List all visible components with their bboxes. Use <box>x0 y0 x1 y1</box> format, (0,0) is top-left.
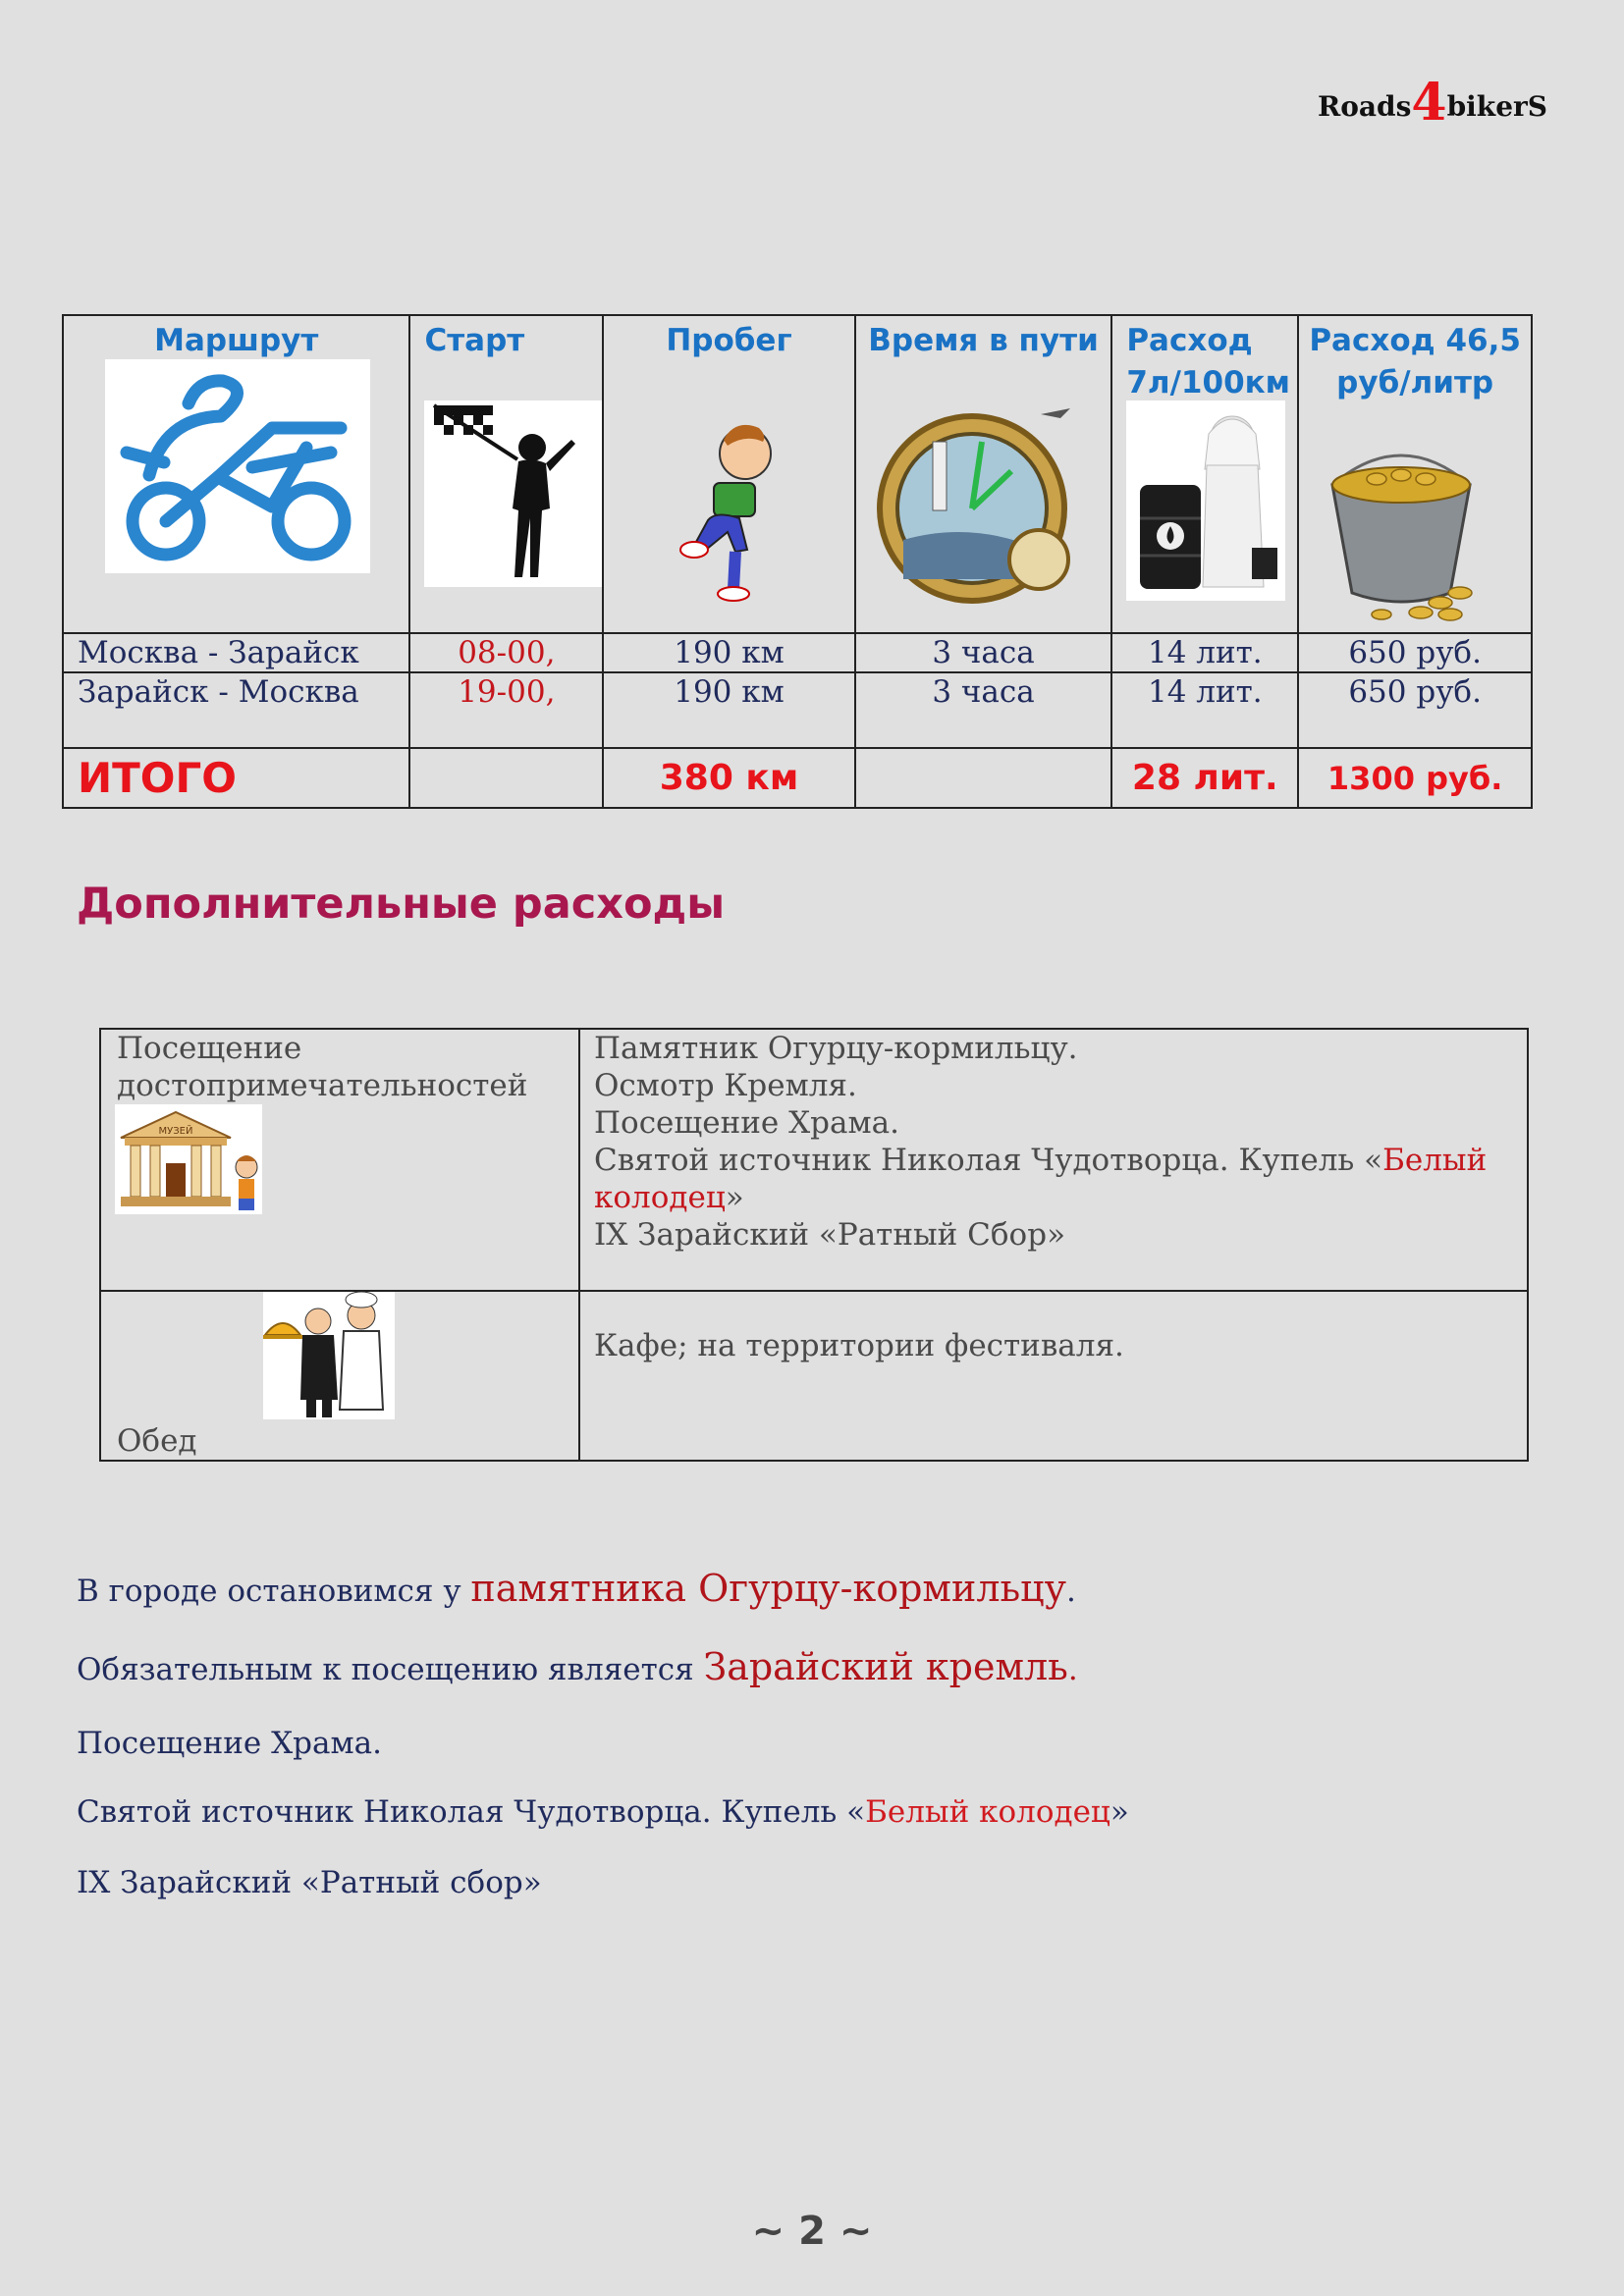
total-distance: 380 км <box>603 748 855 808</box>
total-label: ИТОГО <box>63 748 409 808</box>
running-boy-icon <box>677 412 783 605</box>
bucket-of-gold-icon <box>1323 446 1480 624</box>
header-cost: Расход 46,5 руб/литр <box>1298 315 1532 633</box>
extra-costs-table <box>99 1028 1529 1462</box>
costs-row-sights: Посещение достопримечательностей МУЗЕЙ Памятник Огурцу-кормильцу. Осмотр Кремля. Посещение Храма. Святой источник Николая Чудотворца. Купель «Белый колодец» IX Зарайский «Ратный Сбор» <box>100 1029 1528 1291</box>
museum-icon <box>115 1104 262 1214</box>
oil-barrel-man-icon <box>1126 400 1285 601</box>
paragraph-monument: В городе остановимся у памятника Огурцу-кормильцу. <box>77 1567 1076 1610</box>
brand-logo: Roads4bikerS <box>1317 73 1547 133</box>
route-row: Москва - Зарайск 08-00, 190 км 3 часа 14 лит. 650 руб. <box>63 633 1532 672</box>
route-row: Зарайск - Москва 19-00, 190 км 3 часа 14 лит. 650 руб. <box>63 672 1532 748</box>
route-table <box>62 314 1533 809</box>
total-cost: 1300 руб. <box>1298 748 1532 808</box>
paragraph-kremlin: Обязательным к посещению является Зарайский кремль. <box>77 1645 1078 1688</box>
route-table-header-row <box>63 315 1532 633</box>
header-travel-time: Время в пути <box>855 315 1112 633</box>
total-fuel: 28 лит. <box>1111 748 1298 808</box>
start-flag-girl-icon <box>424 400 602 587</box>
paragraph-spring: Святой источник Николая Чудотворца. Купель «Белый колодец» <box>77 1794 1129 1830</box>
header-route: Маршрут <box>63 315 409 633</box>
paragraph-temple: Посещение Храма. <box>77 1726 382 1761</box>
section-title: Дополнительные расходы <box>77 880 726 929</box>
svg-text:МУЗЕЙ: МУЗЕЙ <box>158 1126 193 1137</box>
header-distance: Пробег <box>603 315 855 633</box>
page-number: ~ 2 ~ <box>751 2209 873 2254</box>
costs-row-lunch: Обед Кафе; на территории фестиваля. <box>100 1291 1528 1461</box>
total-row <box>63 748 1532 808</box>
paragraph-festival: IX Зарайский «Ратный сбор» <box>77 1865 542 1900</box>
motorcycle-icon <box>105 359 370 573</box>
header-fuel: Расход 7л/100км <box>1111 315 1298 633</box>
header-start: Старт <box>409 315 603 633</box>
lunch-label: Обед <box>117 1423 197 1459</box>
porthole-clock-icon <box>874 402 1090 609</box>
waiters-icon <box>263 1292 395 1419</box>
